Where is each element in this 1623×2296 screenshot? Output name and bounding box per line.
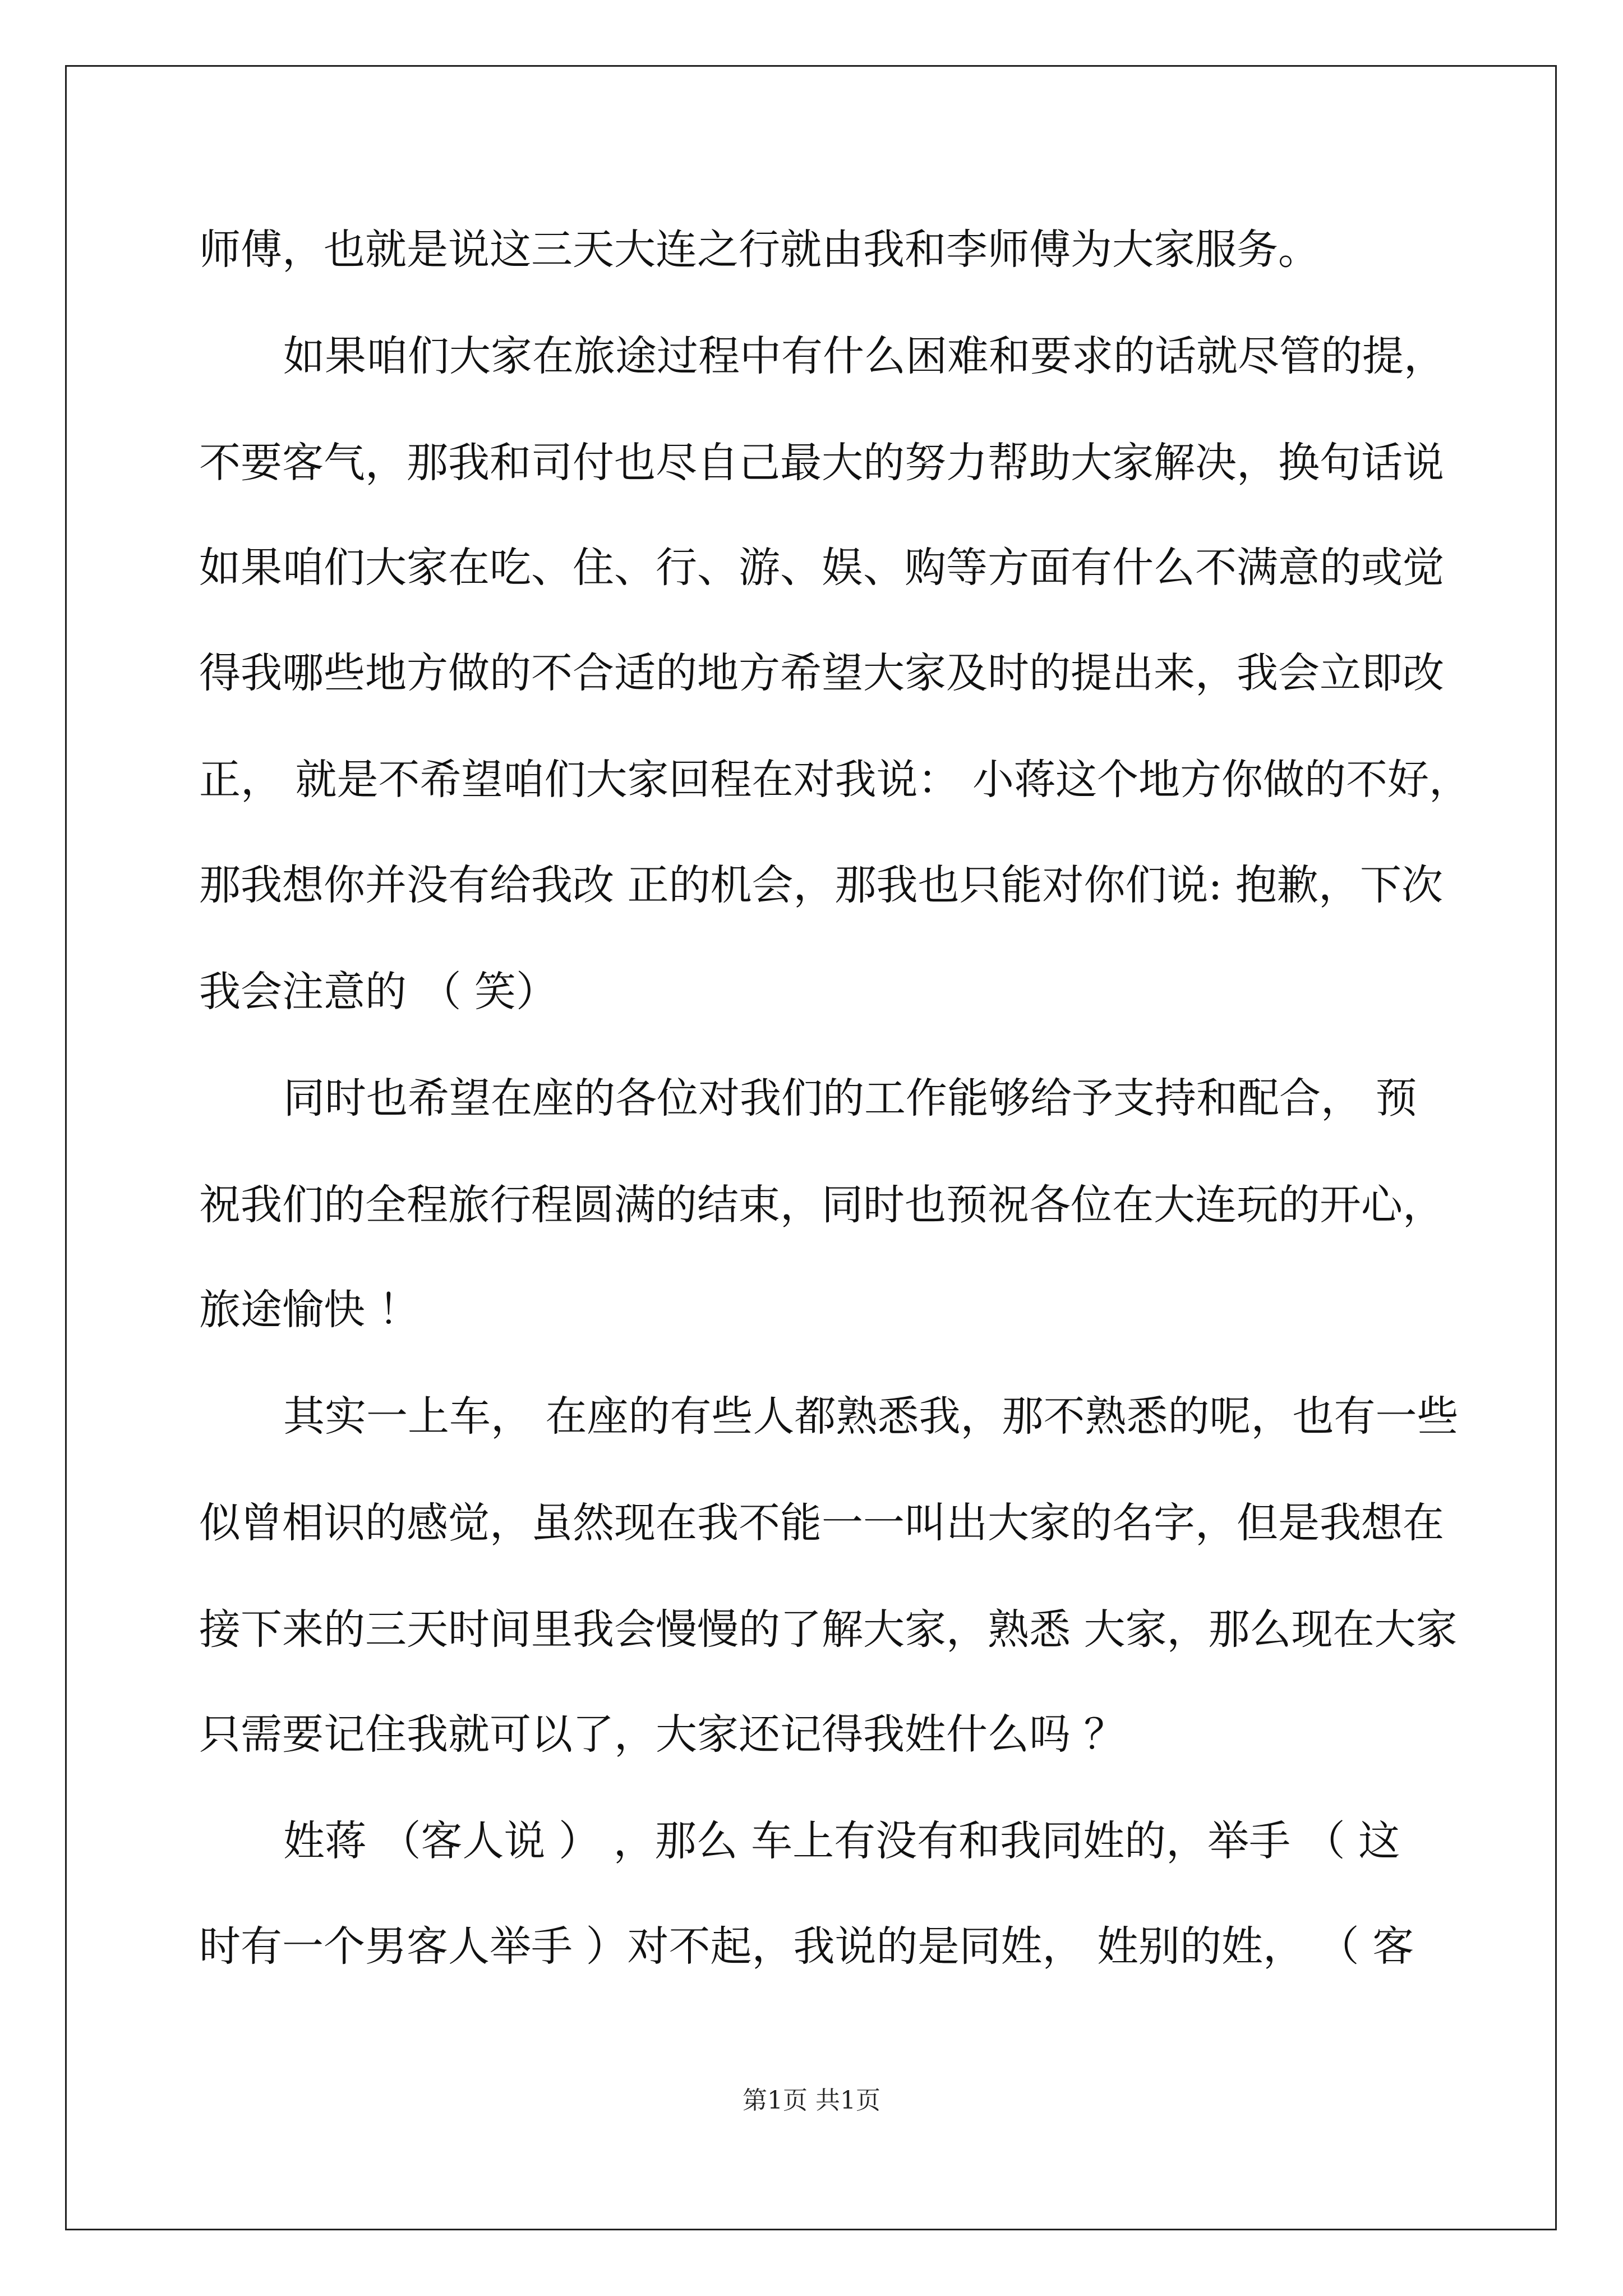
text-line: 如果咱们大家在旅途过程中有什么困难和要求的话就尽管的提，: [283, 332, 1445, 380]
page-border: [65, 65, 1557, 2230]
text-line: 师傅，也就是说这三天大连之行就由我和李师傅为大家服务。: [199, 226, 1320, 274]
text-line: 得我哪些地方做的不合适的地方希望大家及时的提出来，我会立即改: [199, 649, 1444, 697]
text-line: 我会注意的 （ 笑）: [199, 968, 558, 1016]
text-line: 似曾相识的感觉，虽然现在我不能一一叫出大家的名字，但是我想在: [199, 1499, 1444, 1547]
text-line: 如果咱们大家在吃、住、行、游、娱、购等方面有什么不满意的或觉: [199, 544, 1444, 592]
text-line: 祝我们的全程旅行程圆满的结束，同时也预祝各位在大连玩的开心，: [199, 1181, 1444, 1229]
text-line: 不要客气，那我和司付也尽自己最大的努力帮助大家解决，换句话说: [199, 439, 1444, 487]
text-line: 姓蒋 （客人说 ） ，那么 车上有没有和我同姓的，举手 （ 这: [283, 1817, 1400, 1865]
text-line: 旅途愉快 ！: [199, 1286, 420, 1334]
page-footer: 第1页 共1页: [743, 2086, 880, 2115]
text-line: 只需要记住我就可以了，大家还记得我姓什么吗 ？: [199, 1710, 1126, 1759]
text-line: 同时也希望在座的各位对我们的工作能够给予支持和配合， 预: [283, 1074, 1417, 1122]
text-line: 正， 就是不希望咱们大家回程在对我说： 小蒋这个地方你做的不好，: [199, 756, 1471, 804]
text-line: 接下来的三天时间里我会慢慢的了解大家，熟悉 大家，那么现在大家: [199, 1605, 1458, 1654]
text-line: 时有一个男客人举手 ）对不起，我说的是同姓， 姓别的姓， （ 客: [199, 1922, 1414, 1971]
text-line: 其实一上车， 在座的有些人都熟悉我，那不熟悉的呢，也有一些: [283, 1392, 1459, 1441]
text-line: 那我想你并没有给我改 正的机会，那我也只能对你们说: 抱歉，下次: [199, 861, 1443, 909]
